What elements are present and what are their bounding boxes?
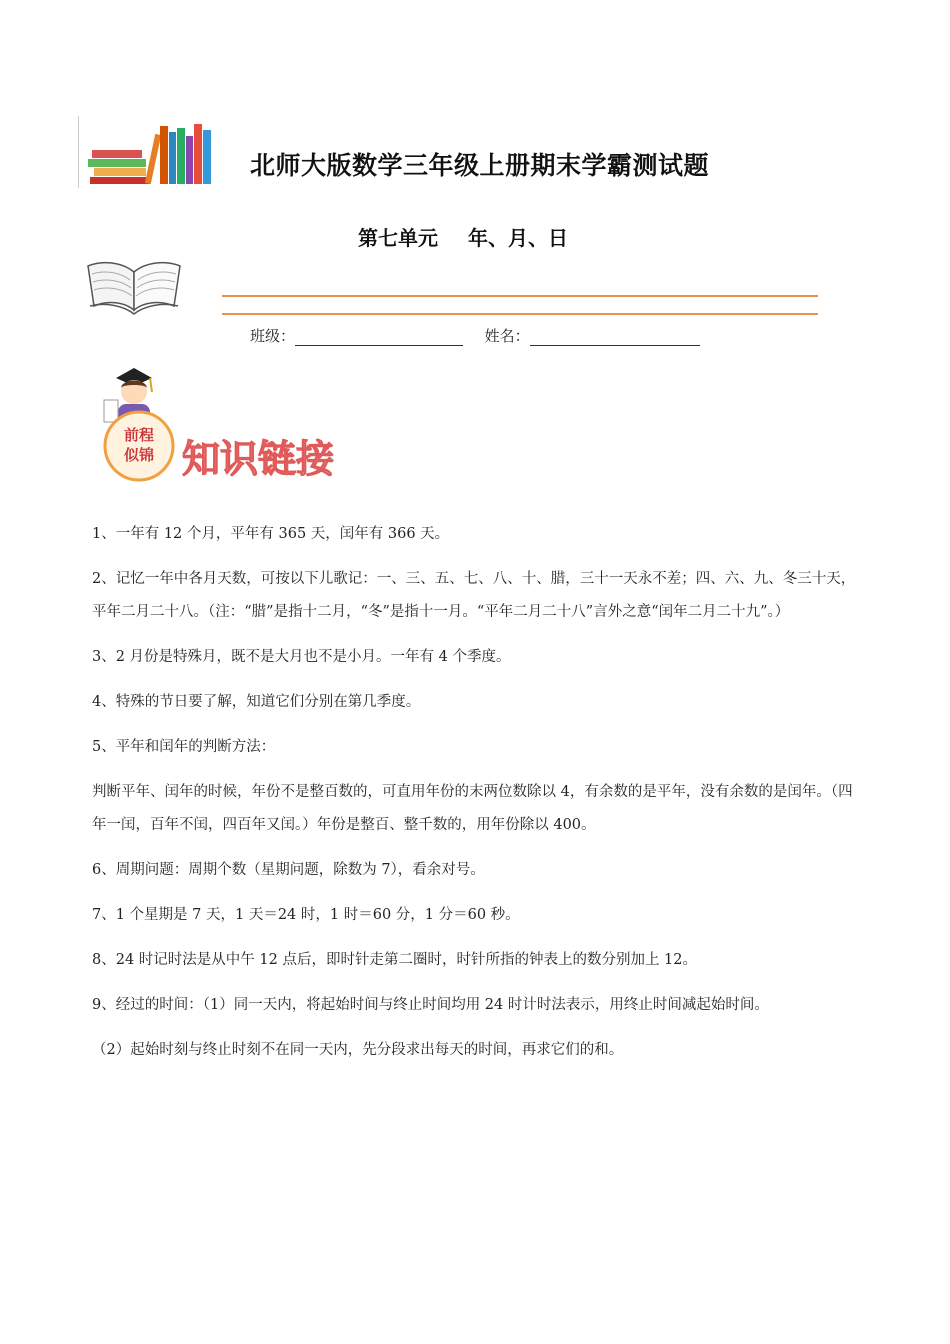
name-label: 姓名：: [484, 327, 530, 345]
knowledge-item-9-part-2: （2）起始时刻与终止时刻不在同一天内，先分段求出每天的时间，再求它们的和。: [92, 1042, 624, 1058]
class-field[interactable]: [295, 331, 463, 346]
unit-label: 第七单元: [358, 226, 438, 250]
knowledge-item-3: 3、2 月份是特殊月，既不是大月也不是小月。一年有 4 个季度。: [92, 649, 511, 665]
knowledge-item-8: 8、24 时记时法是从中午 12 点后，即时针走第二圈时，时针所指的钟表上的数分别加上 12。: [92, 952, 698, 968]
knowledge-item-7: 7、1 个星期是 7 天，1 天＝24 时，1 时＝60 分，1 分＝60 秒。: [92, 907, 520, 923]
books-icon: [78, 116, 218, 186]
name-field[interactable]: [530, 331, 700, 346]
badge-big-text: 知识链接: [182, 437, 335, 481]
class-label: 班级：: [250, 327, 296, 345]
knowledge-item-4: 4、特殊的节日要了解，知道它们分别在第几季度。: [92, 694, 421, 710]
open-book-icon: [84, 254, 184, 316]
knowledge-item-5-detail: 判断平年、闰年的时候，年份不是整百数的，可直用年份的末两位数除以 4，有余数的是平年，没有余数的是闰年。（四年一闰，百年不闰，四百年又闰。）年份是整百、整千数的，用年份除以 400。: [92, 784, 853, 833]
student-info-row: [250, 325, 700, 346]
knowledge-item-9: 9、经过的时间：（1）同一天内，将起始时间与终止时间均用 24 时计时法表示，用终止时间减起始时间。: [92, 997, 769, 1013]
unit-topic: 年、月、日: [468, 226, 568, 250]
knowledge-item-1: 1、一年有 12 个月，平年有 365 天，闰年有 366 天。: [92, 526, 450, 542]
badge-small-text-1: 前程: [123, 426, 155, 444]
unit-heading: [358, 222, 568, 251]
knowledge-item-5: 5、平年和闰年的判断方法：: [92, 739, 276, 755]
badge-small-text-2: 似锦: [123, 446, 155, 464]
knowledge-content: [92, 518, 862, 1079]
knowledge-item-2: 2、记忆一年中各月天数，可按以下儿歌记：一、三、五、七、八、十、腊，三十一天永不差；四、六、九、冬三十天，平年二月二十八。（注：“腊”是指十二月，“冬”是指十一月。“平年二月二十八”言外之意“闰年二月二十九”。）: [92, 571, 856, 620]
page-title: 北师大版数学三年级上册期末学霸测试题: [250, 151, 710, 180]
knowledge-item-6: 6、周期问题：周期个数（星期问题，除数为 7），看余对号。: [92, 862, 485, 878]
orange-divider-top: [222, 295, 818, 297]
orange-divider-bottom: [222, 313, 818, 315]
knowledge-link-badge: [94, 360, 384, 490]
